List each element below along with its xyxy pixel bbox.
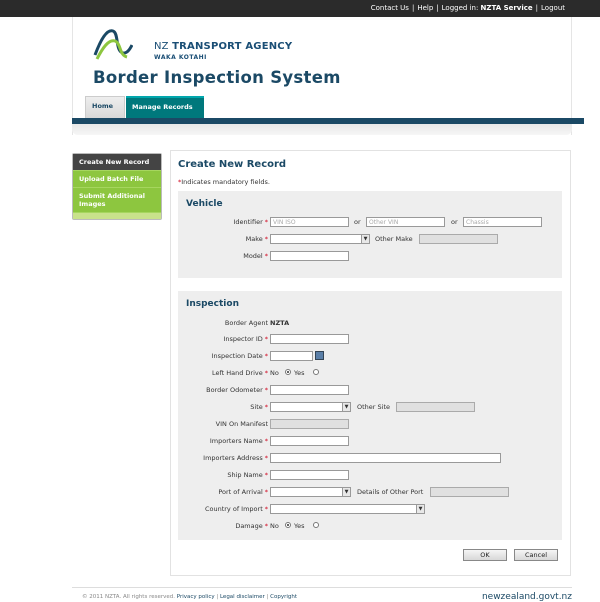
chassis-input[interactable]: Chassis <box>463 217 542 227</box>
vehicle-section-title: Vehicle <box>186 199 223 209</box>
left-hand-drive-label-text: Left Hand Drive <box>211 369 263 377</box>
vin-on-manifest-label: VIN On Manifest <box>215 420 268 428</box>
mandatory-note <box>178 178 270 186</box>
sidebar <box>72 153 162 220</box>
system-title: Border Inspection System <box>93 68 341 87</box>
inspection-section-title: Inspection <box>186 299 239 309</box>
country-of-import-label-text: Country of Import <box>204 505 263 513</box>
importers-name-label-text: Importers Name <box>209 437 263 445</box>
border-agent-value: NZTA <box>270 319 290 327</box>
importers-name-label <box>210 437 268 445</box>
border-agent-label: Border Agent <box>224 319 268 327</box>
nzta-logo-icon <box>93 25 133 63</box>
sidebar-item-create-new-record[interactable]: Create New Record <box>73 154 161 171</box>
or-text: or <box>354 218 361 226</box>
separator: | <box>411 4 415 12</box>
damage-no-label: No <box>270 522 279 530</box>
required-mark: * <box>264 235 268 243</box>
required-mark: * <box>264 386 268 394</box>
site-select[interactable] <box>270 402 351 412</box>
chevron-down-icon: ▼ <box>342 488 350 496</box>
required-mark: * <box>264 437 268 445</box>
border-odometer-label <box>206 386 268 394</box>
agency-name-bold: TRANSPORT AGENCY <box>172 41 293 52</box>
or-text: or <box>451 218 458 226</box>
importers-address-label-text: Importers Address <box>203 454 263 462</box>
vin-on-manifest-input <box>270 419 349 429</box>
agency-subtitle: WAKA KOTAHI <box>154 54 207 61</box>
make-select[interactable] <box>270 234 370 244</box>
contact-us-link[interactable]: Contact Us <box>370 4 409 12</box>
damage-yes-label: Yes <box>294 522 305 530</box>
copyright-text: © 2011 NZTA. All rights reserved. <box>82 594 175 600</box>
required-mark: * <box>264 335 268 343</box>
lhd-no-label: No <box>270 369 279 377</box>
identifier-label-text: Identifier <box>233 218 263 226</box>
make-label <box>246 235 268 243</box>
other-make-label: Other Make <box>375 235 413 243</box>
cancel-button[interactable]: Cancel <box>514 549 558 561</box>
other-site-label: Other Site <box>357 403 391 411</box>
lhd-yes-radio[interactable] <box>313 369 319 375</box>
port-of-arrival-label-text: Port of Arrival <box>218 488 263 496</box>
footer-links <box>82 594 297 600</box>
agency-name-light: NZ <box>154 41 173 52</box>
left-hand-drive-label <box>212 369 268 377</box>
separator: | <box>535 4 539 12</box>
model-label <box>243 252 268 260</box>
inspection-date-label <box>212 352 268 360</box>
ship-name-label-text: Ship Name <box>227 471 263 479</box>
tab-manage-records[interactable]: Manage Records <box>126 96 204 118</box>
newzealand-govt-link[interactable]: newzealand.govt.nz <box>481 592 572 602</box>
separator: | <box>216 594 219 600</box>
chevron-down-icon: ▼ <box>416 505 424 513</box>
required-mark: * <box>264 252 268 260</box>
details-other-port-label: Details of Other Port <box>357 488 424 496</box>
inspector-id-label-text: Inspector ID <box>223 335 263 343</box>
ok-button[interactable]: OK <box>463 549 507 561</box>
nav-shade <box>72 124 572 135</box>
help-link[interactable]: Help <box>417 4 434 12</box>
required-mark: * <box>264 218 268 226</box>
details-other-port-input <box>430 487 509 497</box>
damage-yes-radio[interactable] <box>313 522 319 528</box>
vehicle-panel <box>178 191 562 278</box>
importers-address-input[interactable] <box>270 453 501 463</box>
importers-name-input[interactable] <box>270 436 349 446</box>
chevron-down-icon: ▼ <box>342 403 350 411</box>
sidebar-item-upload-batch-file[interactable]: Upload Batch File <box>73 171 161 188</box>
required-mark: * <box>264 352 268 360</box>
required-mark: * <box>264 522 268 530</box>
inspection-date-input[interactable] <box>270 351 313 361</box>
lhd-no-radio[interactable] <box>285 369 291 375</box>
ship-name-label <box>227 471 268 479</box>
required-mark: * <box>264 369 268 377</box>
port-of-arrival-label <box>218 488 268 496</box>
logged-in-prefix: Logged in: <box>441 4 479 12</box>
sidebar-shade <box>73 213 161 219</box>
lhd-yes-label: Yes <box>294 369 305 377</box>
logged-in-user: NZTA Service <box>480 4 533 12</box>
footer <box>72 590 572 602</box>
other-make-input <box>419 234 498 244</box>
required-mark: * <box>264 488 268 496</box>
ship-name-input[interactable] <box>270 470 349 480</box>
model-input[interactable] <box>270 251 349 261</box>
port-of-arrival-select[interactable] <box>270 487 351 497</box>
page-title: Create New Record <box>178 159 287 170</box>
mandatory-note-text: Indicates mandatory fields. <box>181 178 270 186</box>
top-bar <box>0 0 600 17</box>
calendar-icon[interactable] <box>315 351 324 360</box>
agency-name <box>154 41 292 52</box>
separator: | <box>266 594 269 600</box>
model-label-text: Model <box>243 252 263 260</box>
inspector-id-label <box>223 335 268 343</box>
required-mark: * <box>264 403 268 411</box>
border-odometer-label-text: Border Odometer <box>206 386 263 394</box>
make-label-text: Make <box>245 235 263 243</box>
site-label <box>250 403 268 411</box>
damage-label-text: Damage <box>235 522 263 530</box>
required-mark: * <box>264 471 268 479</box>
inspection-panel <box>178 291 562 540</box>
damage-no-radio[interactable] <box>285 522 291 528</box>
required-mark: * <box>264 505 268 513</box>
tab-home[interactable]: Home <box>85 96 125 118</box>
main-content <box>170 150 571 576</box>
site-label-text: Site <box>250 403 263 411</box>
importers-address-label <box>203 454 268 462</box>
vin-iso-input[interactable]: VIN ISO <box>270 217 349 227</box>
inspection-date-label-text: Inspection Date <box>211 352 263 360</box>
required-mark: * <box>264 454 268 462</box>
chevron-down-icon: ▼ <box>361 235 369 243</box>
legal-disclaimer-link[interactable]: Legal disclaimer <box>219 594 265 600</box>
top-links <box>371 4 565 12</box>
required-mark: * <box>178 178 182 186</box>
border-odometer-input[interactable] <box>270 385 349 395</box>
other-vin-input[interactable]: Other VIN <box>366 217 445 227</box>
other-site-input <box>396 402 475 412</box>
copyright-link[interactable]: Copyright <box>270 594 298 600</box>
inspector-id-input[interactable] <box>270 334 349 344</box>
logout-link[interactable]: Logout <box>541 4 565 12</box>
country-of-import-label <box>205 505 268 513</box>
damage-label <box>235 522 268 530</box>
country-of-import-select[interactable] <box>270 504 425 514</box>
footer-divider <box>72 587 572 588</box>
sidebar-item-submit-additional-images[interactable]: Submit Additional Images <box>73 188 161 213</box>
identifier-label <box>233 218 268 226</box>
separator: | <box>436 4 439 12</box>
privacy-policy-link[interactable]: Privacy policy <box>176 594 215 600</box>
